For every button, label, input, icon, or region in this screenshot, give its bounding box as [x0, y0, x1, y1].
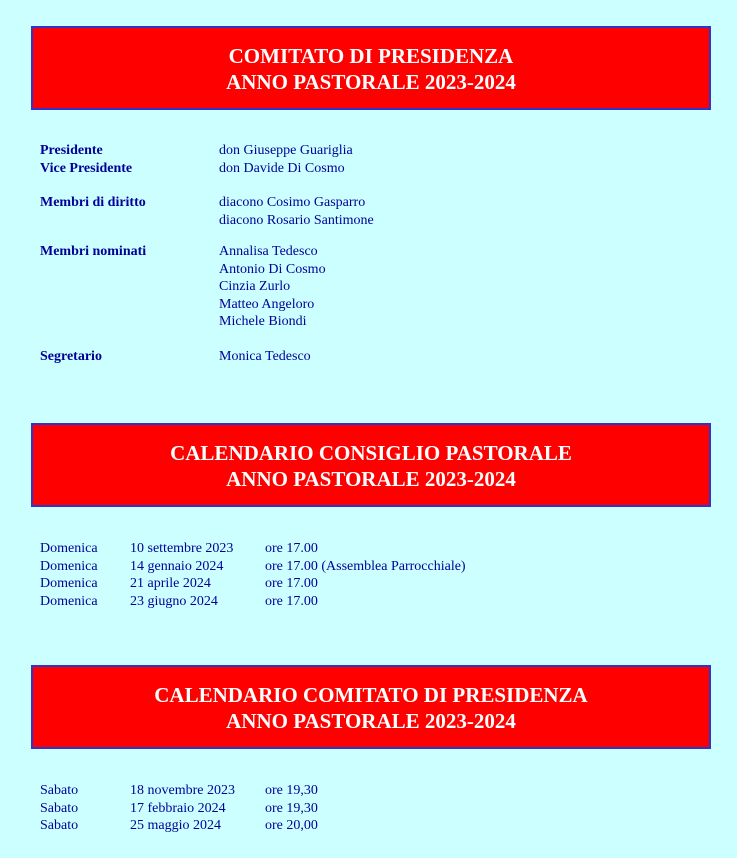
council-schedule [40, 540, 640, 610]
schedule-day: Sabato [40, 783, 79, 798]
schedule-time: ore 17.00 [265, 576, 318, 591]
banner-subtitle: ANNO PASTORALE 2023-2024 [226, 709, 516, 733]
schedule-row [40, 558, 640, 576]
role-label: Membri nominati [40, 244, 147, 259]
banner-subtitle: ANNO PASTORALE 2023-2024 [226, 70, 516, 94]
member-name: Monica Tedesco [219, 349, 311, 364]
member-name: don Davide Di Cosmo [219, 160, 345, 176]
presidency-schedule [40, 782, 640, 835]
role-label: Vice Presidente [40, 160, 133, 176]
schedule-row [40, 817, 640, 835]
schedule-row [40, 800, 640, 818]
schedule-time: ore 17.00 [265, 541, 318, 556]
schedule-day: Sabato [40, 818, 79, 833]
member-name: diacono Cosimo Gasparro [219, 195, 366, 210]
schedule-time: ore 19,30 [265, 800, 318, 816]
schedule-day: Domenica [40, 576, 98, 591]
role-label: Segretario [40, 349, 102, 364]
schedule-day: Domenica [40, 541, 98, 556]
schedule-time: ore 17.00 [265, 593, 318, 609]
committee-banner [31, 26, 711, 110]
schedule-date: 23 giugno 2024 [130, 593, 218, 609]
schedule-time: ore 17.00 (Assemblea Parrocchiale) [265, 558, 466, 574]
schedule-date: 17 febbraio 2024 [130, 800, 226, 816]
schedule-date: 10 settembre 2023 [130, 541, 234, 556]
schedule-day: Sabato [40, 800, 79, 816]
member-name: Antonio Di Cosmo [219, 261, 326, 277]
schedule-date: 14 gennaio 2024 [130, 558, 224, 574]
role-label: Presidente [40, 143, 103, 158]
banner-subtitle: ANNO PASTORALE 2023-2024 [226, 467, 516, 491]
member-name: diacono Rosario Santimone [219, 212, 374, 228]
schedule-day: Domenica [40, 558, 98, 574]
schedule-day: Domenica [40, 593, 98, 609]
member-name: don Giuseppe Guariglia [219, 143, 353, 158]
member-name: Michele Biondi [219, 314, 307, 329]
banner-title: CALENDARIO COMITATO DI PRESIDENZA [154, 683, 588, 707]
schedule-row [40, 593, 640, 611]
schedule-time: ore 20,00 [265, 818, 318, 833]
banner-title: CALENDARIO CONSIGLIO PASTORALE [170, 441, 572, 465]
member-name: Annalisa Tedesco [219, 244, 318, 259]
banner-title: COMITATO DI PRESIDENZA [228, 44, 514, 68]
schedule-date: 25 maggio 2024 [130, 818, 221, 833]
schedule-row [40, 782, 640, 800]
schedule-date: 21 aprile 2024 [130, 576, 211, 591]
member-name: Matteo Angeloro [219, 296, 315, 312]
schedule-row [40, 540, 640, 558]
schedule-row [40, 575, 640, 593]
schedule-date: 18 novembre 2023 [130, 783, 235, 798]
council-calendar-banner [31, 423, 711, 507]
presidency-calendar-banner [31, 665, 711, 749]
member-name: Cinzia Zurlo [219, 279, 291, 294]
role-label: Membri di diritto [40, 195, 146, 210]
schedule-time: ore 19,30 [265, 783, 318, 798]
